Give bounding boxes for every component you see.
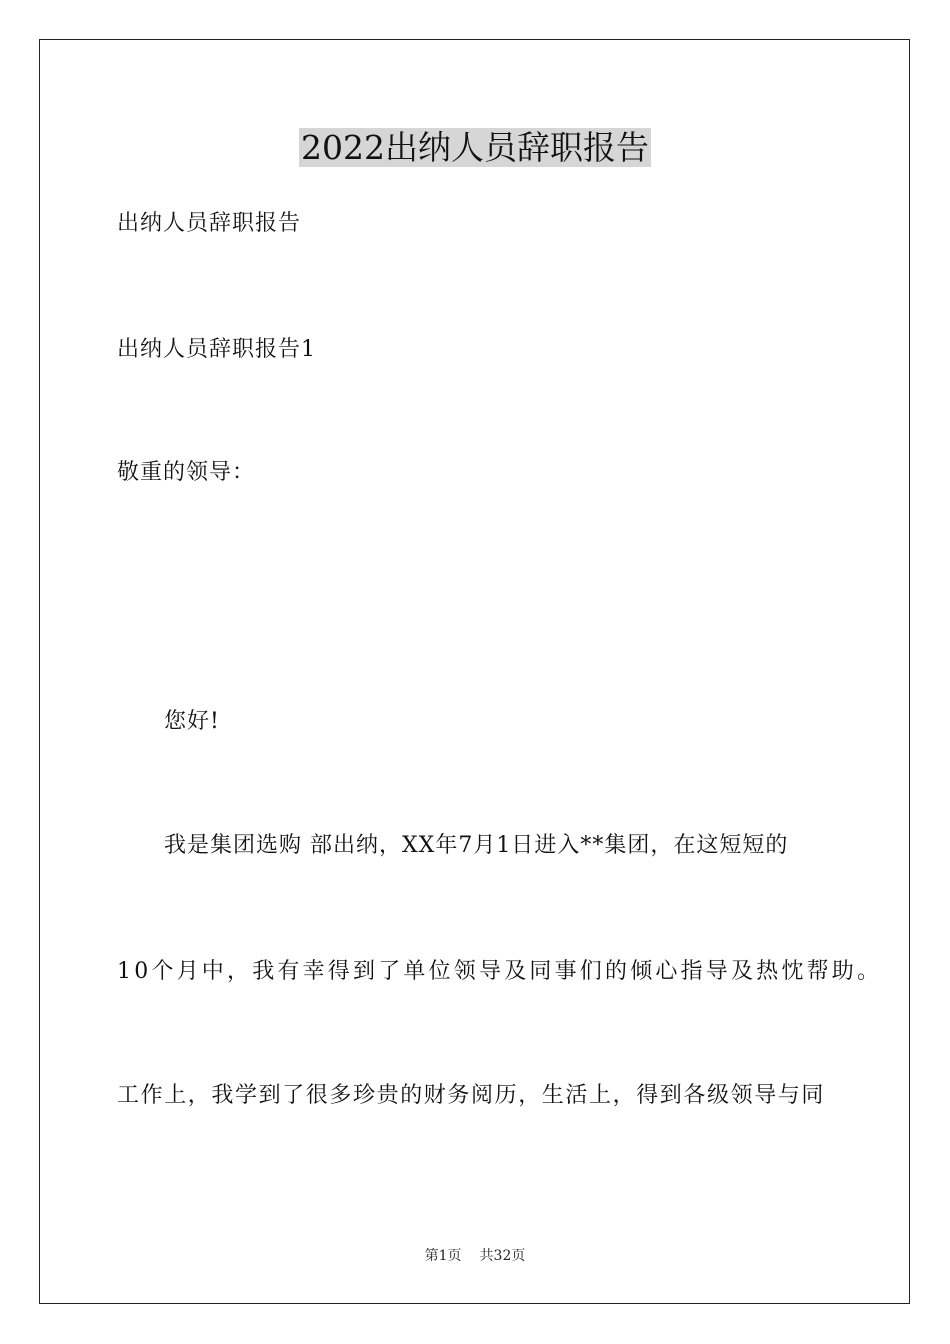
paragraph-line: 10个月中，我有幸得到了单位领导及同事们的倾心指导及热忱帮助。: [117, 959, 883, 984]
page-total: 共32页: [479, 1248, 526, 1264]
document-title: [0, 126, 950, 170]
greeting: 您好!: [164, 709, 220, 734]
page-number: 第1页: [424, 1248, 462, 1264]
title-highlight: 2022出纳人员辞职报告: [301, 128, 649, 167]
paragraph-line: 工作上，我学到了很多珍贵的财务阅历，生活上，得到各级领导与同: [117, 1083, 826, 1108]
salutation: 敬重的领导：: [117, 460, 256, 485]
paragraph-line: 我是集团选购 部出纳，XX年7月1日进入**集团，在这短短的: [164, 833, 789, 858]
page-footer: [0, 1246, 950, 1266]
document-subtitle: 出纳人员辞职报告: [117, 211, 302, 236]
section-heading: 出纳人员辞职报告1: [117, 337, 316, 362]
